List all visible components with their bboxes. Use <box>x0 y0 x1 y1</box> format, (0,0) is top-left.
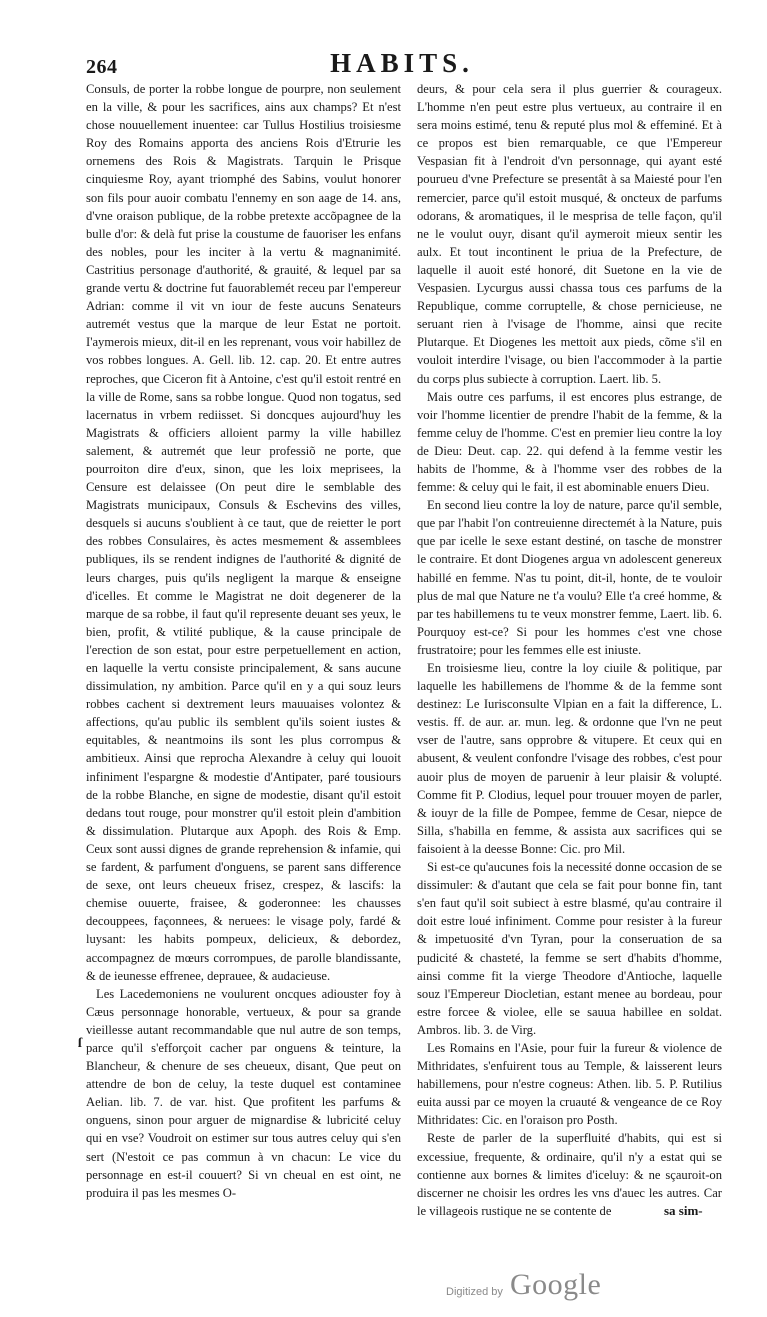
paragraph: Reste de parler de la superfluité d'habits, qui est si excessiue, frequente, & ordinaire, qu'il n'y a estat qui se contienne aux bornes & limites d'iceluy: & ne sçauroit-on discerner ne choisir les ordres les vns d'auec les autres. Car le villageois rustique ne se contente de <box>417 1131 722 1218</box>
page-number: 264 <box>86 56 118 78</box>
google-logo: Google <box>510 1268 602 1301</box>
digitized-label: Digitized by <box>446 1286 503 1298</box>
paragraph: Les Lacedemoniens ne voulurent oncques adiouster foy à Cæus personnage honorable, vertueux, & pour sa grande vieillesse autant recommandable que nul autre de son temps, parce qu'il s'efforçoit cacher par onguens & teinture, la Blancheur, & chenure de ses cheueux, disant, Que peut on attendre de bon de celuy, la teste duquel est contaminee Aelian. lib. 7. de var. hist. Que profitent les parfums & onguens, sinon pour arguer de mignardise & lubricité celuy qui en vse? Voudroit on estimer sur tous autres celuy qui s'en sert (N'estoit ce pas commun à vn chacun: Le vice du personnage en est-il couuert? Si vn cheual en est oint, ne produira il pas les mesmes O- <box>86 986 401 1200</box>
digitized-footer <box>446 1268 686 1308</box>
catchword: sa sim- <box>664 1203 703 1218</box>
running-title: HABITS. <box>330 48 474 78</box>
paragraph: Consuls, de porter la robbe longue de pourpre, non seulement en la ville, & pour les sacrifices, ains aux champs? Et n'est chose nouuellement inuentee: car Tullus Hostilius troisiesme Roy des Romains apporta des anciens Rois d'Etrurie les ornemens des Rois & Magistrats. Tarquin le Prisque cinquiesme Roy, ayant triomphé des Sabins, voulut honorer son fils pour auoir combatu l'ennemy en son aage de 14. ans, d'vne oraison publique, de la robbe pretexte accõpagnee de la bulle d'or: & delà fut prise la coustume de fauoriser les enfans des nobles, pour les inciter à la vertu & magnanimité. Castritius personage d'authorité, & grauité, & lequel par sa grande vertu & doctrine fut fauorablemét receu par l'empereur Adrian: comme il vit vn iour de feste aucuns Senateurs autremét vestus que la marque de leur Estat ne portoit. I'aymerois mieux, dit-il en les reprenant, vous voir habillez de vos robbes longues. A. Gell. lib. 12. cap. 20. Et entre autres reproches, que Ciceron fit à Antoine, c'est qu'il estoit rentré en la ville de Rome, sans sa robbe longue. Quod non togatus, sed lacernatus in vrbem rediisset. Si doncques aujourd'huy les Magistrats & officiers alloient parmy la ville habillez salement, & autremét que leur professiõ ne porte, que pourroiton dire d'eux, sinon, que les loix meprisees, la Censure est delaissee (On peut dire le semblable des Magistrats municipaux, Consuls & Eschevins des villes, desquels si aucuns s'oublient à ce taut, que de reietter le port des robbes Consulaires, ès actes mesmement & assemblees publiques, ils se rendent indignes de l'authorité & dignité de leurs charges, puis qu'ils negligent la marque & enseigne d'icelles. Et comme le Magistrat ne doit degenerer de la marque de sa robbe, il faut qu'il represente deuant ses yeux, le bien, profit, & vtilité publique, & la cause principale de l'erection de son estat, pour estre perpetuellement en action, en laquelle la vertu consiste principalement, & sans aucune dissimulation, ny ambition. Parce qu'il en y a qui souz leurs robbes cachent si dextrement leurs mauuaises volontez & affections, qu'au public ils semblent qu'ils soient iustes & equitables, & neantmoins ils sont les plus corrompus & ambitieux. Ainsi que reprocha Alexandre à celuy qui louoit infiniment l'espargne & modestie d'Antipater, paré tousiours de la robbe Blanche, en signe de modestie, disant qu'il estoit dedans tout rouge, pour monstrer qu'il estoit plein d'ambition & dissimulation. Plutarque aux Apoph. des Rois & Emp. Ceux sont aussi dignes de grande reprehension & infamie, qui se fardent, & parfument d'onguens, se parent sans difference de sexe, ont leurs cheueux frisez, crespez, & lascifs: la chemise ouuerte, fraisee, & goderonnee: les chausses decouppees, façonnees, & neruees: le visage poly, fardé & luysant: les habits pompeux, delicieux, & debordez, accompagnez de mœurs corrompues, de parolle blandissante, & de ieunesse effrenee, deprauee, & audacieuse. <box>86 82 401 983</box>
page-header <box>82 48 722 82</box>
paragraph: Les Romains en l'Asie, pour fuir la fureur & violence de Mithridates, s'enfuirent tous au Temple, & laisserent leurs habillemens, pour n'estre cogneus: Athen. lib. 5. P. Rutilius euita aussi par ce moyen la cruauté & vengeance de ce Roy Mithridates: Cic. en l'oraison pro Posth. <box>417 1040 722 1128</box>
margin-mark: ſ <box>78 1036 82 1051</box>
right-column <box>417 80 722 1220</box>
paragraph: En second lieu contre la loy de nature, parce qu'il semble, que par l'habit l'on contreuienne directemét à la Nature, puis que par icelle le sexe estant destiné, on tasche de monstrer le contraire. Et dont Diogenes argua vn adolescent genereux habillé en femme. N'as tu point, dit-il, honte, de te vouloir plus de mal que Nature ne t'a voulu? Elle t'a creé homme, & par tes habillemens tu te veux monstrer femme, Laert. lib. 6. Pourquoy est-ce? Si pour les hommes c'est vne chose frustratoire; pour les femmes elle est iniuste. <box>417 498 722 657</box>
paragraph: Mais outre ces parfums, il est encores plus estrange, de voir l'homme licentier de prendre l'habit de la femme, & la femme celuy de l'homme. C'est en premier lieu contre la loy de Dieu: Deut. cap. 22. qui defend à la femme vestir les habits de l'homme, & à l'homme vser des robbes de la femme: & celuy qui le fait, il est abominable enuers Dieu. <box>417 389 722 495</box>
paragraph: En troisiesme lieu, contre la loy ciuile & politique, par laquelle les habillemens de l'homme & de la femme sont destinez: Le Iurisconsulte Vlpian en a fait la difference, L. vestis. ff. de aur. ar. mun. leg. & ordonne que l'vn ne peut vser de l'autre, sans opprobre & vitupere. Et ceux qui en abusent, & veulent confondre l'visage des robbes, c'est pour auoir plus de moyen de paruenir à leur plaisir & volupté. Comme fit P. Clodius, lequel pour trouuer moyen de parler, & iouyr de la fille de Pompee, femme de Cesar, niepce de Silla, s'habilla en femme, & assista aux sacrifices qui se faisoient à la deesse Bonne: Cic. pro Mil. <box>417 661 722 856</box>
left-column <box>86 80 401 1202</box>
paragraph: Si est-ce qu'aucunes fois la necessité donne occasion de se dissimuler: & d'autant que cela se fait pour bonne fin, tant s'en faut qu'il soit subiect à estre blasmé, qu'au contraire il doit estre loué infiniment. Comme pour resister à la fureur & impetuosité d'vn Tyran, pour la conseruation de sa pudicité & chasteté, la femme se sert d'habits d'homme, ainsi comme fit la vierge Theodore d'Antioche, laquelle souz l'Empereur Diocletian, estant menee au bordeau, pour estre forcee & violee, elle se sauua habillee en soldat. Ambros. lib. 3. de Virg. <box>417 860 722 1037</box>
paragraph: deurs, & pour cela sera il plus guerrier & courageux. L'homme n'en peut estre plus vertueux, au contraire il en sera moins estimé, tenu & reputé plus mol & effeminé. Et à ce propos est bien remarquable, ce que l'Empereur Vespasian fit à l'endroit d'vn personnage, qui ayant esté pourueu d'vne Prefecture se presentât à sa Maiesté pour l'en remercier, parce qu'il estoit musqué, & oncteux de parfums odorans, & aromatiques, il le mesprisa de telle façon, qu'il ne le voulut ouyr, disant qu'il aymeroit mieux sentir les aulx. Et tout incontinent le priua de la Prefecture, de laquelle il auoit esté honoré, dit Suetone en la vie de Vespasien. Lycurgus aussi chassa tous ces parfums de la Republique, comme corruptelle, & chose pernicieuse, ne seruant rien à l'visage de l'homme, ainsi que recite Plutarque. Et Diogenes les mettoit aux pieds, cõme s'il en vouloit interdire l'visage, ou bien l'accommoder à la partie du corps plus subiecte à corruption. Laert. lib. 5. <box>417 82 722 386</box>
